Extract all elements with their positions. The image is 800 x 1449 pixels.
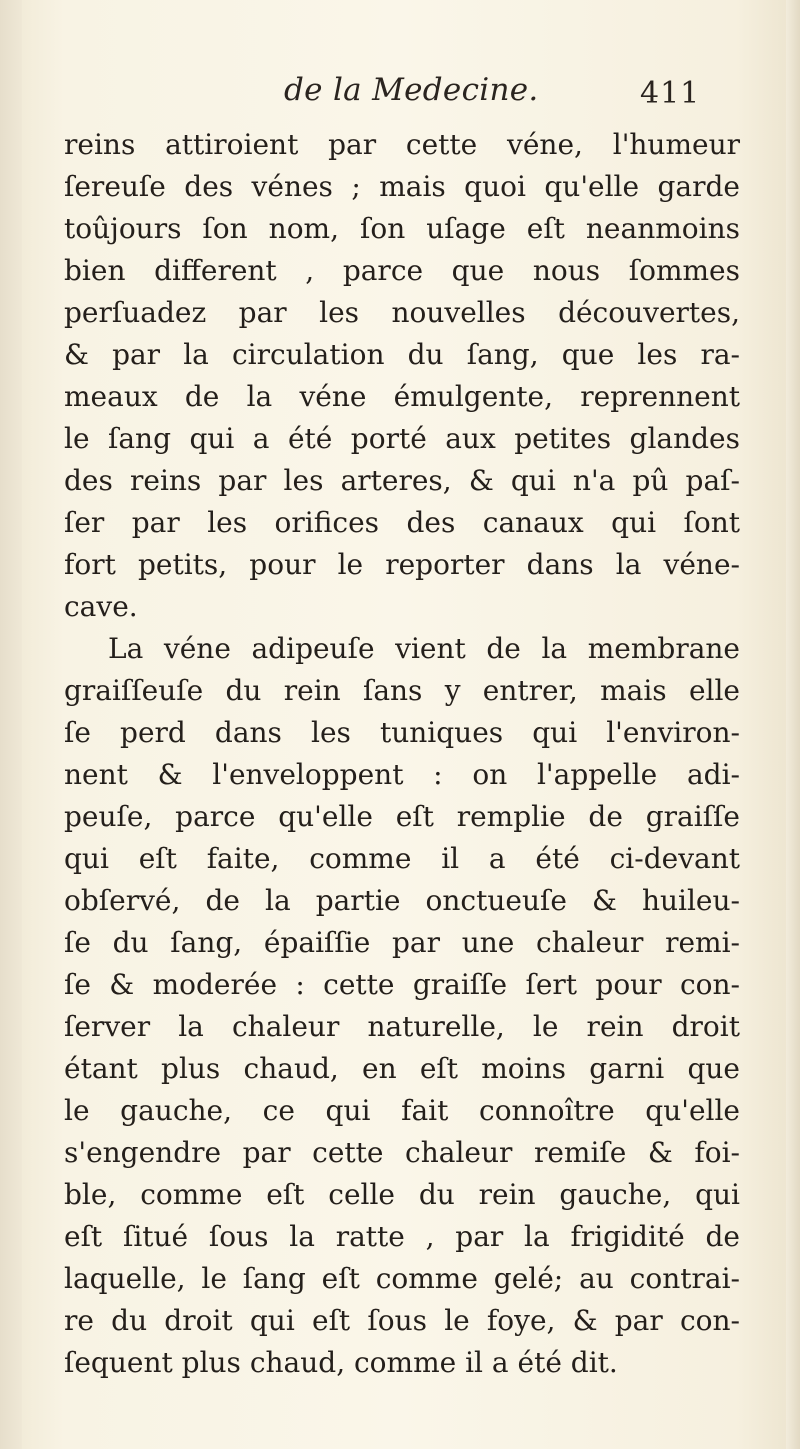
text-line-27: eſt ſitué ſous la ratte , par la frigidité de	[64, 1220, 740, 1253]
page-gutter-shadow	[0, 0, 22, 1449]
text-line-5: perſuadez par les nouvelles découvertes,	[64, 296, 740, 329]
text-line-10: ſer par les orifices des canaux qui ſont	[64, 506, 740, 539]
text-line-29: re du droit qui eſt ſous le foye, & par con-	[64, 1304, 740, 1337]
text-line-25: s'engendre par cette chaleur remiſe & foi-	[64, 1136, 740, 1169]
body-text	[64, 124, 740, 1384]
text-line-14: graiſſeuſe du rein ſans y entrer, mais elle	[64, 674, 740, 707]
text-line-16: nent & l'enveloppent : on l'appelle adi-	[64, 758, 740, 791]
text-line-26: ble, comme eſt celle du rein gauche, qui	[64, 1178, 740, 1211]
text-line-20: ſe du ſang, épaiſſie par une chaleur remi-	[64, 926, 740, 959]
text-line-23: étant plus chaud, en eſt moins garni que	[64, 1052, 740, 1085]
text-line-11: fort petits, pour le reporter dans la véne-	[64, 548, 740, 581]
text-line-8: le ſang qui a été porté aux petites glandes	[64, 422, 740, 455]
text-line-13: La véne adipeuſe vient de la membrane	[108, 632, 740, 665]
page-number: 411	[640, 76, 701, 111]
text-line-17: peuſe, parce qu'elle eſt remplie de graiſſe	[64, 800, 740, 833]
text-line-6: & par la circulation du ſang, que les ra-	[64, 338, 740, 371]
running-title: de la Medecine.	[284, 72, 539, 108]
running-header	[0, 68, 800, 118]
text-line-3: toûjours ſon nom, ſon uſage eſt neanmoins	[64, 212, 740, 245]
page-edge-shadow	[786, 0, 800, 1449]
text-line-4: bien different , parce que nous ſommes	[64, 254, 740, 287]
text-line-19: obſervé, de la partie onctueuſe & huileu-	[64, 884, 740, 917]
text-line-22: ſerver la chaleur naturelle, le rein droit	[64, 1010, 740, 1043]
text-line-9: des reins par les arteres, & qui n'a pû paſ-	[64, 464, 740, 497]
text-line-24: le gauche, ce qui fait connoître qu'elle	[64, 1094, 740, 1127]
text-line-2: ſereuſe des vénes ; mais quoi qu'elle garde	[64, 170, 740, 203]
text-line-12: cave.	[64, 590, 138, 623]
text-line-1: reins attiroient par cette véne, l'humeur	[64, 128, 740, 161]
text-line-30: ſequent plus chaud, comme il a été dit.	[64, 1346, 618, 1379]
text-line-15: ſe perd dans les tuniques qui l'environ-	[64, 716, 740, 749]
text-line-18: qui eſt faite, comme il a été ci-devant	[64, 842, 740, 875]
text-line-21: ſe & moderée : cette graiſſe ſert pour con-	[64, 968, 740, 1001]
text-line-28: laquelle, le ſang eſt comme gelé; au contrai-	[64, 1262, 740, 1295]
text-line-7: meaux de la véne émulgente, reprennent	[64, 380, 740, 413]
